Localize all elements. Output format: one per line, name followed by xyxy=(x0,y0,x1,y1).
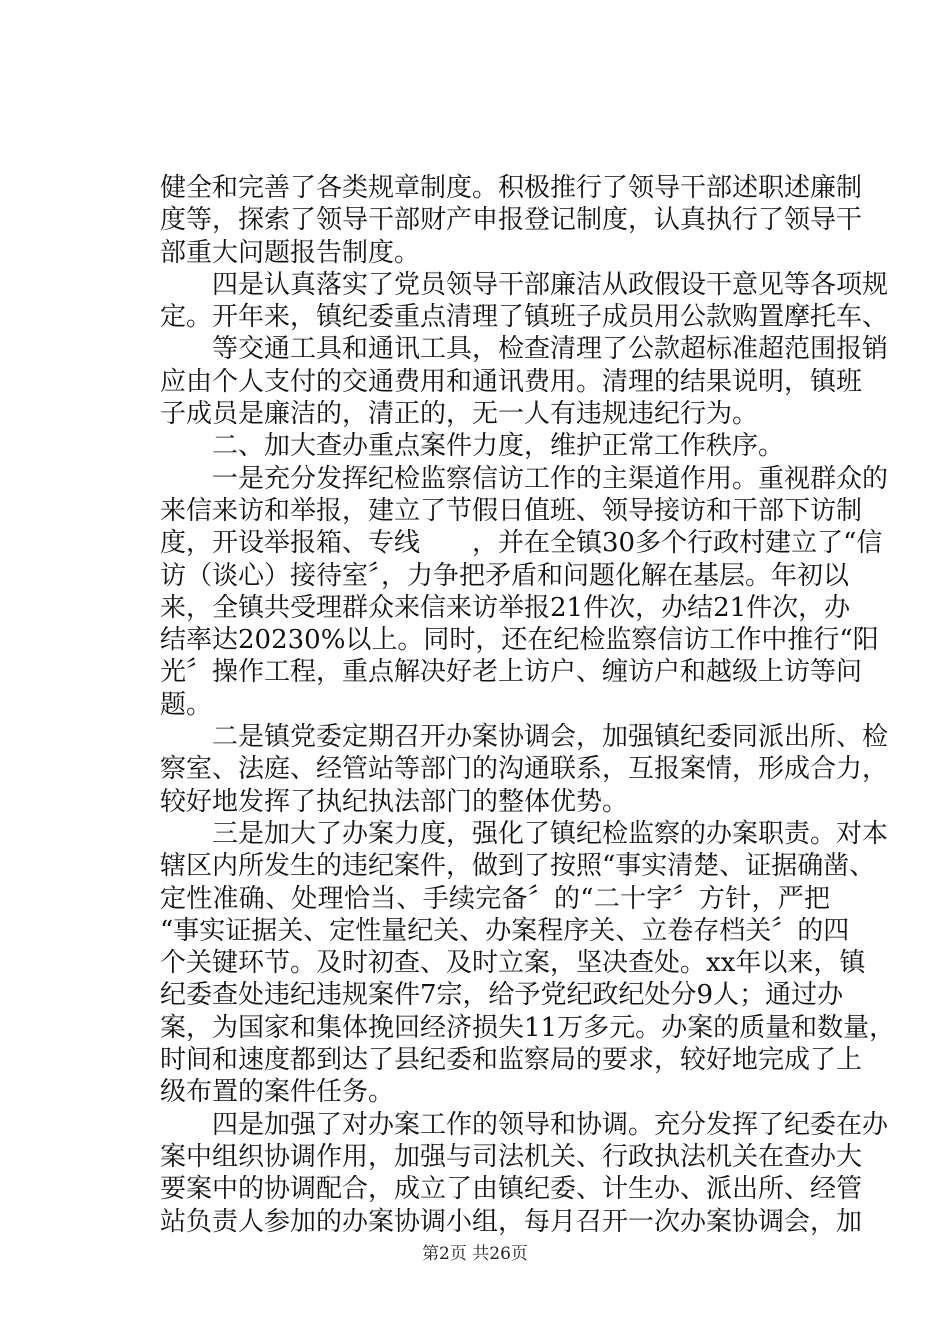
text-line: 二是镇党委定期召开办案协调会，加强镇纪委同派出所、检 xyxy=(160,722,889,753)
text-line: 等交通工具和通讯工具，检查清理了公款超标准超范围报销 xyxy=(160,334,889,365)
text-line: 辖区内所发生的违纪案件，做到了按照“事实清楚、证据确凿、 xyxy=(160,851,876,882)
text-line: 一是充分发挥纪检监察信访工作的主渠道作用。重视群众的 xyxy=(160,463,889,494)
text-line: 要案中的协调配合，成立了由镇纪委、计生办、派出所、经管 xyxy=(160,1174,863,1205)
text-line: 四是认真落实了党员领导干部廉洁从政假设干意见等各项规 xyxy=(160,269,889,300)
text-line: 定。开年来，镇纪委重点清理了镇班子成员用公款购置摩托车、 xyxy=(160,302,889,333)
text-line: 个关键环节。及时初查、及时立案，坚决查处。xx年以来，镇 xyxy=(160,948,866,979)
text-line: 二、加大查办重点案件力度，维护正常工作秩序。 xyxy=(160,431,785,462)
text-line: “事实证据关、定性量纪关、办案程序关、立卷存档关〞的四 xyxy=(160,915,850,946)
text-line: 题。 xyxy=(160,689,213,720)
text-line: 应由个人支付的交通费用和通讯费用。清理的结果说明，镇班 xyxy=(160,366,863,397)
text-line: 三是加大了办案力度，强化了镇纪检监察的办案职责。对本 xyxy=(160,818,889,849)
text-line: 光〞操作工程，重点解决好老上访户、缠访户和越级上访等问 xyxy=(160,657,863,688)
text-line: 较好地发挥了执纪执法部门的整体优势。 xyxy=(160,786,629,817)
page-number-footer: 第2页 共26页 xyxy=(422,1244,528,1264)
text-line: 案中组织协调作用，加强与司法机关、行政执法机关在查办大 xyxy=(160,1141,863,1172)
text-line: 子成员是廉洁的，清正的，无一人有违规违纪行为。 xyxy=(160,399,759,430)
text-line: 定性准确、处理恰当、手续完备〞的“二十字〞方针，严把 xyxy=(160,883,830,914)
text-line: 级布置的案件任务。 xyxy=(160,1077,395,1108)
text-line: 结率达20230%以上。同时，还在纪检监察信访工作中推行“阳 xyxy=(160,625,879,656)
text-line: 来，全镇共受理群众来信来访举报21件次，办结21件次，办 xyxy=(160,592,851,623)
text-line: 案，为国家和集体挽回经济损失11万多元。办案的质量和数量， xyxy=(160,1012,896,1043)
text-line: 健全和完善了各类规章制度。积极推行了领导干部述职述廉制 xyxy=(160,173,863,203)
text-line: 度，开设举报箱、专线 ，并在全镇30多个行政村建立了“信 xyxy=(160,528,883,559)
text-line: 站负责人参加的办案协调小组，每月召开一次办案协调会，加 xyxy=(160,1206,863,1237)
text-line: 四是加强了对办案工作的领导和协调。充分发挥了纪委在办 xyxy=(160,1109,889,1140)
text-line: 访（谈心）接待室〞，力争把矛盾和问题化解在基层。年初以 xyxy=(160,560,850,591)
text-line: 纪委查处违纪违规案件7宗，给予党纪政纪处分9人；通过办 xyxy=(160,980,844,1011)
document-body xyxy=(160,172,896,1238)
text-line: 部重大问题报告制度。 xyxy=(160,237,421,268)
text-line: 度等，探索了领导干部财产申报登记制度，认真执行了领导干 xyxy=(160,205,863,236)
text-line: 来信来访和举报，建立了节假日值班、领导接访和干部下访制 xyxy=(160,495,863,526)
text-line: 时间和速度都到达了县纪委和监察局的要求，较好地完成了上 xyxy=(160,1045,863,1076)
text-line: 察室、法庭、经管站等部门的沟通联系，互报案情，形成合力， xyxy=(160,754,889,785)
